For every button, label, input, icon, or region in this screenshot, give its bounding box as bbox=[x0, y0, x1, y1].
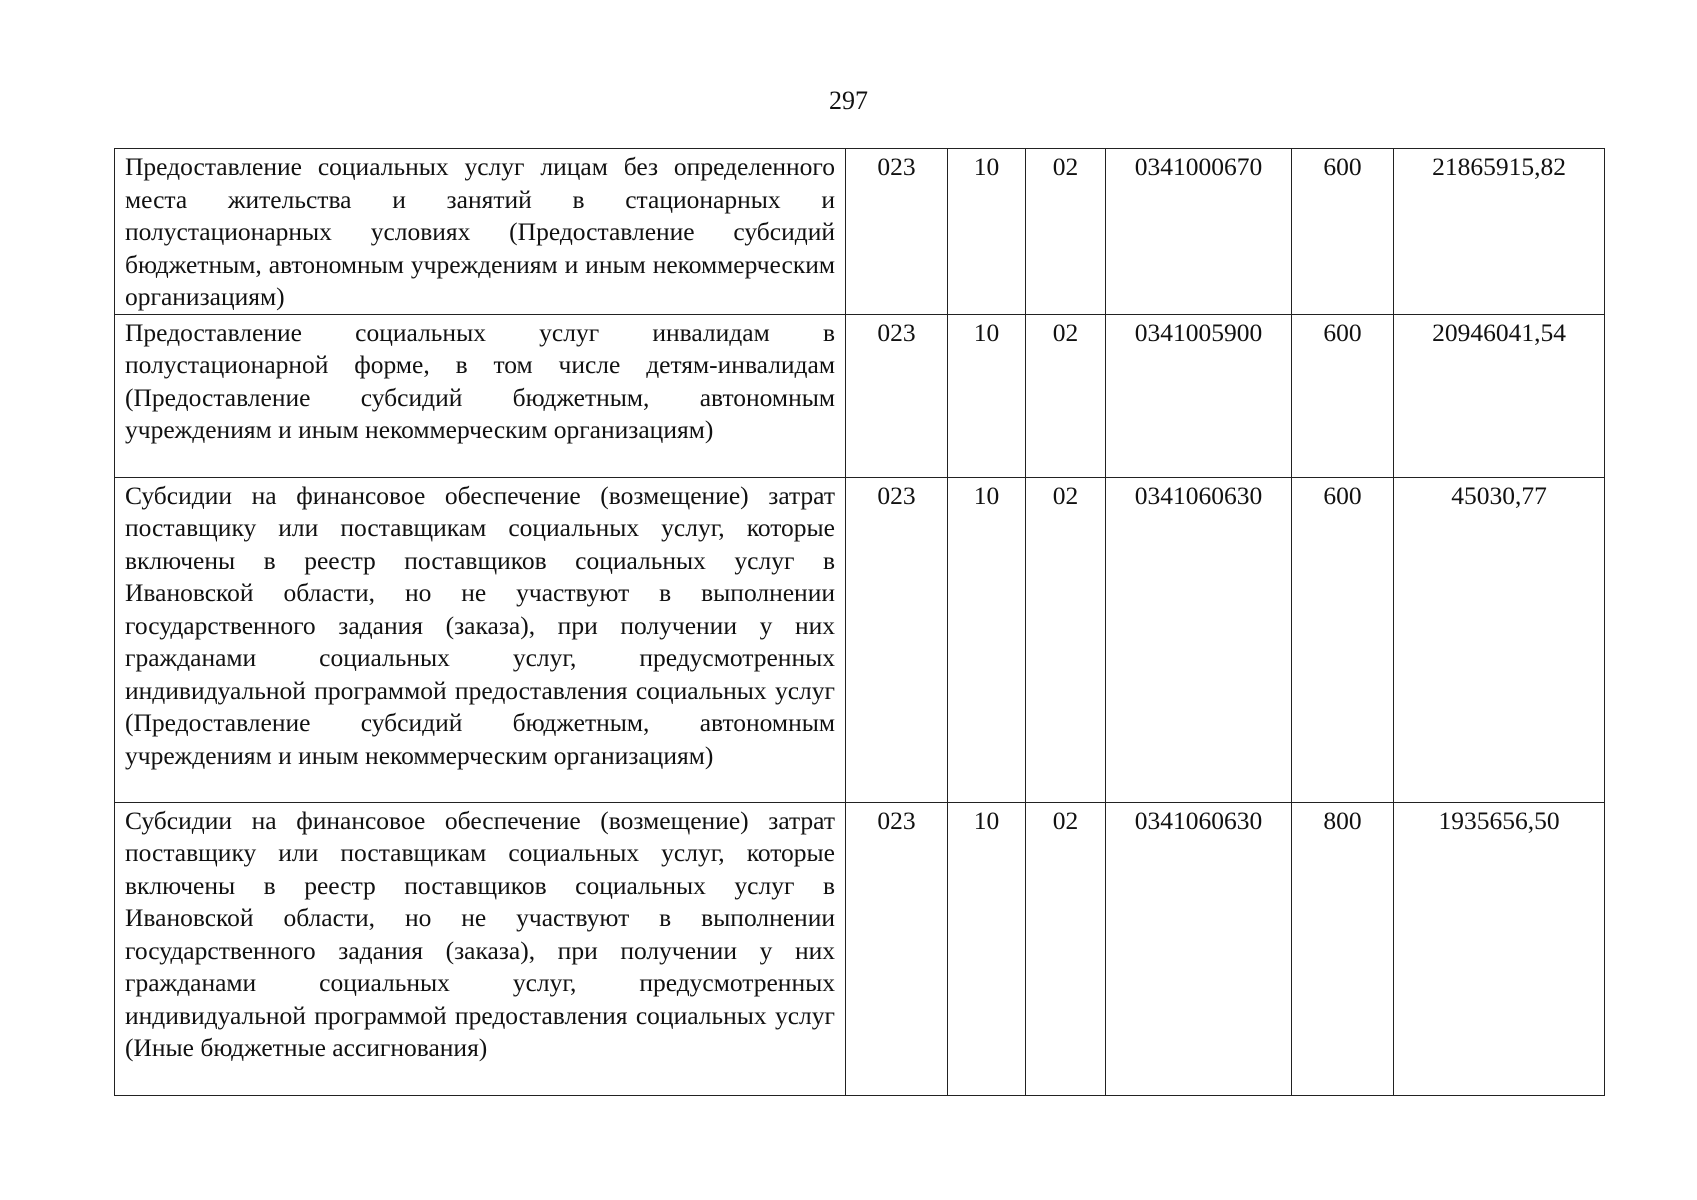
row-subsection-code: 02 bbox=[1026, 477, 1106, 802]
page-number: 297 bbox=[829, 86, 868, 115]
row-amount: 21865915,82 bbox=[1394, 149, 1605, 315]
row-grbs-code: 023 bbox=[846, 149, 948, 315]
row-amount: 45030,77 bbox=[1394, 477, 1605, 802]
row-subsection-code: 02 bbox=[1026, 149, 1106, 315]
row-expense-type: 600 bbox=[1292, 314, 1394, 477]
row-description: Предоставление социальных услуг лицам без определенного места жительства и занятий в стационарных и полустационарных условиях (Предоставление субсидий бюджетным, автономным учреждениям и иным некоммерческим организациям) bbox=[115, 149, 846, 315]
row-description: Субсидии на финансовое обеспечение (возмещение) затрат поставщику или поставщикам социальных услуг, которые включены в реестр поставщиков социальных услуг в Ивановской области, но не участвуют в выполнении государственного задания (заказа), при получении у них гражданами социальных услуг, предусмотренных индивидуальной программой предоставления социальных услуг (Иные бюджетные ассигнования) bbox=[115, 802, 846, 1095]
row-target-article: 0341000670 bbox=[1106, 149, 1292, 315]
table-row bbox=[115, 314, 1605, 477]
row-section-code: 10 bbox=[948, 314, 1026, 477]
row-subsection-code: 02 bbox=[1026, 802, 1106, 1095]
table-row bbox=[115, 149, 1605, 315]
row-amount: 1935656,50 bbox=[1394, 802, 1605, 1095]
row-section-code: 10 bbox=[948, 802, 1026, 1095]
row-grbs-code: 023 bbox=[846, 477, 948, 802]
row-description: Предоставление социальных услуг инвалидам в полустационарной форме, в том числе детям-инвалидам (Предоставление субсидий бюджетным, автономным учреждениям и иным некоммерческим организациям) bbox=[115, 314, 846, 477]
row-section-code: 10 bbox=[948, 477, 1026, 802]
row-subsection-code: 02 bbox=[1026, 314, 1106, 477]
row-expense-type: 800 bbox=[1292, 802, 1394, 1095]
row-target-article: 0341005900 bbox=[1106, 314, 1292, 477]
row-section-code: 10 bbox=[948, 149, 1026, 315]
row-target-article: 0341060630 bbox=[1106, 477, 1292, 802]
row-description: Субсидии на финансовое обеспечение (возмещение) затрат поставщику или поставщикам социальных услуг, которые включены в реестр поставщиков социальных услуг в Ивановской области, но не участвуют в выполнении государственного задания (заказа), при получении у них гражданами социальных услуг, предусмотренных индивидуальной программой предоставления социальных услуг (Предоставление субсидий бюджетным, автономным учреждениям и иным некоммерческим организациям) bbox=[115, 477, 846, 802]
row-expense-type: 600 bbox=[1292, 149, 1394, 315]
row-grbs-code: 023 bbox=[846, 802, 948, 1095]
table-row bbox=[115, 477, 1605, 802]
row-target-article: 0341060630 bbox=[1106, 802, 1292, 1095]
table-row bbox=[115, 802, 1605, 1095]
budget-table bbox=[114, 148, 1605, 1096]
row-amount: 20946041,54 bbox=[1394, 314, 1605, 477]
row-grbs-code: 023 bbox=[846, 314, 948, 477]
row-expense-type: 600 bbox=[1292, 477, 1394, 802]
